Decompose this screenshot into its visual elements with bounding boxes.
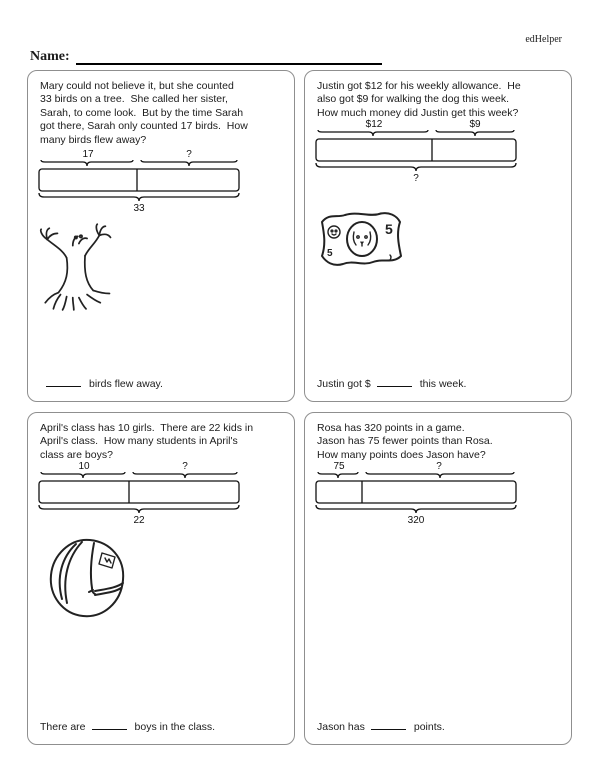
tape-part2-label: ? bbox=[186, 149, 192, 160]
total-brace bbox=[39, 505, 239, 513]
tape-total-label: 33 bbox=[133, 203, 145, 213]
problem-line: Rosa has 320 points in a game. bbox=[317, 422, 465, 434]
tape-part2-label: ? bbox=[436, 461, 442, 472]
answer-prefix: Jason has bbox=[317, 721, 365, 733]
tape-diagram bbox=[312, 459, 520, 525]
problem-text bbox=[317, 80, 563, 120]
part2-brace bbox=[133, 472, 237, 478]
tape-bar bbox=[316, 481, 516, 503]
problem-line: also got $9 for walking the dog this week. bbox=[317, 93, 510, 106]
name-blank-line bbox=[76, 50, 382, 65]
part2-brace bbox=[366, 472, 514, 478]
tape-part2-label: $9 bbox=[469, 119, 481, 130]
tape-bar bbox=[39, 481, 239, 503]
tape-part1-label: 17 bbox=[82, 149, 94, 160]
total-brace bbox=[39, 193, 239, 201]
part1-brace bbox=[41, 472, 125, 478]
name-label: Name: bbox=[30, 49, 70, 64]
problem-text bbox=[40, 80, 286, 147]
problem-line: got there, Sarah only counted 17 birds. How bbox=[40, 120, 248, 133]
problem-card-game-points bbox=[304, 412, 572, 745]
answer-suffix: birds flew away. bbox=[89, 378, 163, 390]
tape-part1-label: $12 bbox=[365, 119, 383, 130]
tape-total-label: 22 bbox=[133, 515, 145, 525]
five-dollar-bill-illustration bbox=[317, 207, 405, 273]
answer-suffix: points. bbox=[413, 721, 445, 733]
tape-diagram bbox=[35, 147, 243, 213]
tape-total-label: 320 bbox=[407, 515, 425, 525]
problem-card-birds bbox=[27, 70, 295, 402]
problem-text bbox=[40, 422, 286, 462]
part1-brace bbox=[41, 160, 133, 166]
svg-text:5: 5 bbox=[385, 221, 393, 237]
tape-diagram bbox=[312, 117, 520, 183]
answer-line bbox=[317, 378, 466, 390]
tape-part1-label: 75 bbox=[333, 461, 345, 472]
tape-diagram bbox=[35, 459, 243, 525]
problem-line: Sarah, to come look. But by the time Sarah bbox=[40, 106, 244, 119]
tape-part1-label: 10 bbox=[78, 461, 90, 472]
problem-line: Mary could not believe it, but she counted bbox=[40, 80, 234, 92]
problem-line: How much money did Justin get this week? bbox=[317, 106, 519, 119]
answer-line bbox=[317, 721, 445, 733]
answer-blank bbox=[92, 721, 127, 730]
part2-brace bbox=[141, 160, 237, 166]
answer-prefix: Justin got $ bbox=[317, 378, 371, 390]
svg-text:5: 5 bbox=[327, 248, 333, 259]
answer-prefix: There are bbox=[40, 721, 86, 733]
problem-text bbox=[317, 422, 563, 462]
problem-card-allowance bbox=[304, 70, 572, 402]
total-brace bbox=[316, 163, 516, 171]
tape-total-label: ? bbox=[413, 173, 419, 183]
bare-tree-illustration bbox=[34, 215, 134, 317]
ball-illustration bbox=[40, 533, 135, 628]
answer-blank bbox=[377, 378, 412, 387]
answer-blank bbox=[46, 378, 81, 387]
tape-bar bbox=[316, 139, 516, 161]
total-brace bbox=[316, 505, 516, 513]
part1-brace bbox=[318, 472, 358, 478]
answer-line bbox=[40, 378, 163, 390]
problem-line: April's class. How many students in April's bbox=[40, 435, 238, 448]
part1-brace bbox=[318, 130, 428, 136]
problem-line: April's class has 10 girls. There are 22 kids in bbox=[40, 422, 254, 434]
part2-brace bbox=[436, 130, 514, 136]
answer-suffix: this week. bbox=[419, 378, 467, 390]
problem-line: Jason has 75 fewer points than Rosa. bbox=[317, 435, 493, 448]
brand-text: edHelper bbox=[525, 34, 562, 45]
problem-line: Justin got $12 for his weekly allowance. He bbox=[317, 80, 521, 92]
name-row bbox=[30, 49, 382, 65]
answer-blank bbox=[371, 721, 406, 730]
tape-bar bbox=[39, 169, 239, 191]
problem-line: class are boys? bbox=[40, 448, 113, 461]
problem-line: 33 birds on a tree. She called her sister, bbox=[40, 93, 228, 106]
problem-line: How many points does Jason have? bbox=[317, 448, 486, 461]
tape-part2-label: ? bbox=[182, 461, 188, 472]
answer-suffix: boys in the class. bbox=[134, 721, 216, 733]
problem-card-boys-in-class bbox=[27, 412, 295, 745]
answer-line bbox=[40, 721, 215, 733]
problem-line: many birds flew away? bbox=[40, 133, 147, 146]
